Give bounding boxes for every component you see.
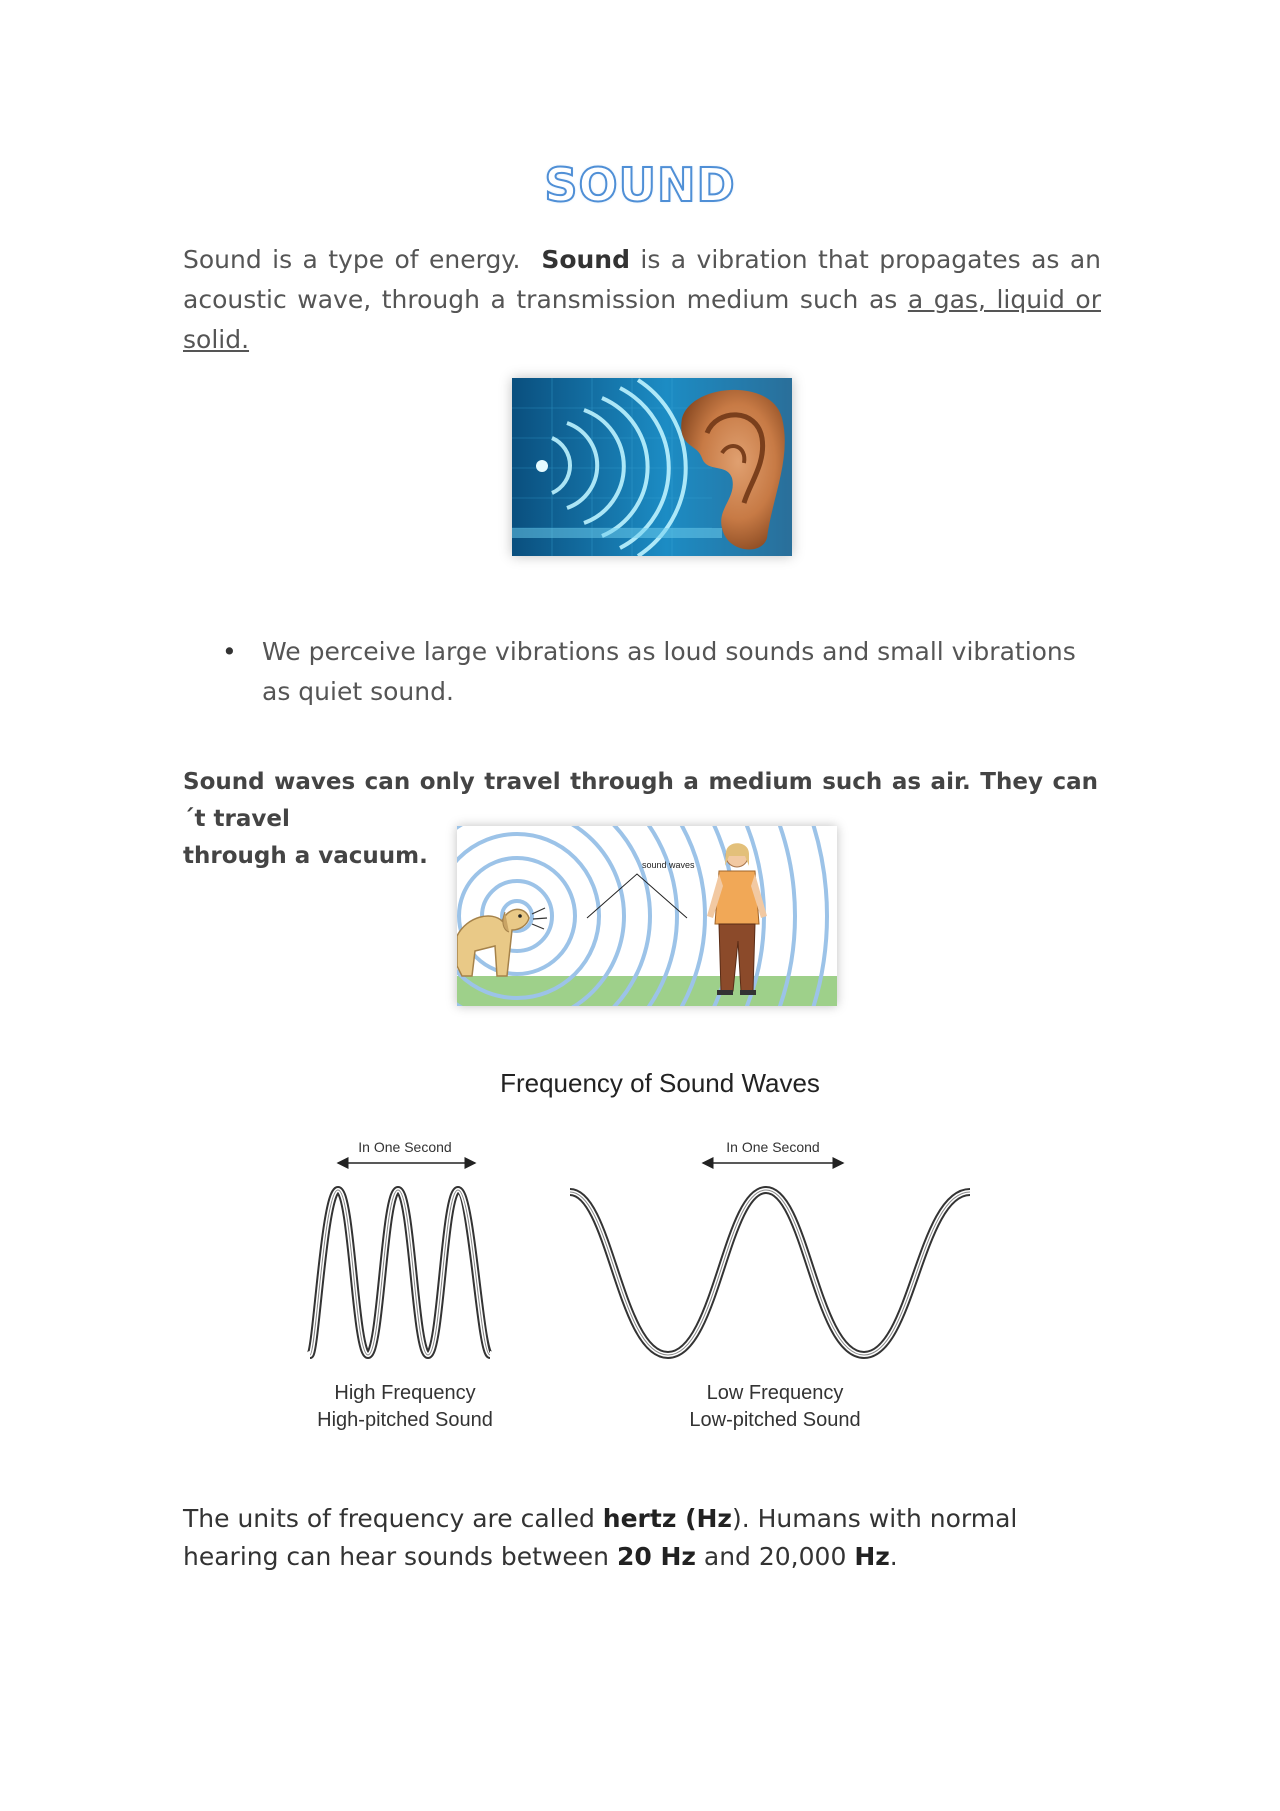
intro-paragraph bbox=[183, 240, 1101, 360]
bullet-marker: • bbox=[222, 637, 237, 666]
intro-text-1: Sound is a type of energy. bbox=[183, 245, 521, 274]
units-text-1: The units of frequency are called bbox=[183, 1504, 595, 1533]
units-text-3: and 20,000 bbox=[703, 1542, 847, 1571]
medium-note-line2: through a vacuum. bbox=[183, 843, 428, 869]
low-frequency-line2: Low-pitched Sound bbox=[689, 1409, 861, 1431]
low-frequency-line1: Low Frequency bbox=[706, 1382, 844, 1404]
medium-note-line1: Sound waves can only travel through a medium such as air. They can´t travel bbox=[183, 769, 1098, 832]
low-frequency-label bbox=[660, 1380, 890, 1434]
frequency-waves-diagram bbox=[290, 1130, 990, 1380]
intro-text-2: is a vibration that propagates as an acoustic wave, through a transmission medium such as bbox=[183, 245, 1102, 314]
intro-underlined-media: a gas, liquid or solid. bbox=[183, 285, 1101, 354]
sound-waves-label: sound waves bbox=[642, 860, 695, 870]
low-arrow-label: In One Second bbox=[726, 1139, 820, 1155]
units-hz: Hz bbox=[854, 1542, 890, 1571]
low-frequency-wave bbox=[570, 1190, 970, 1355]
units-text-4: . bbox=[889, 1542, 898, 1571]
units-text-2: ). Humans with normal hearing can hear sounds between bbox=[183, 1504, 1018, 1571]
units-20hz: 20 Hz bbox=[616, 1542, 696, 1571]
high-frequency-label bbox=[290, 1380, 520, 1434]
frequency-figure-title: Frequency of Sound Waves bbox=[500, 1068, 820, 1098]
intro-bold-sound: Sound bbox=[541, 245, 630, 274]
high-frequency-wave bbox=[310, 1190, 490, 1355]
units-paragraph bbox=[183, 1500, 1101, 1576]
bullet-item: We perceive large vibrations as loud sounds and small vibrations as quiet sound. bbox=[262, 637, 1076, 706]
high-frequency-line2: High-pitched Sound bbox=[317, 1409, 493, 1431]
page-title: SOUND bbox=[544, 158, 736, 212]
high-arrow-label: In One Second bbox=[358, 1139, 452, 1155]
ear-sound-wave-image bbox=[512, 378, 792, 556]
units-hertz: hertz (Hz bbox=[602, 1504, 732, 1533]
dog-sound-waves-image bbox=[457, 826, 837, 1006]
high-frequency-line1: High Frequency bbox=[334, 1382, 476, 1404]
